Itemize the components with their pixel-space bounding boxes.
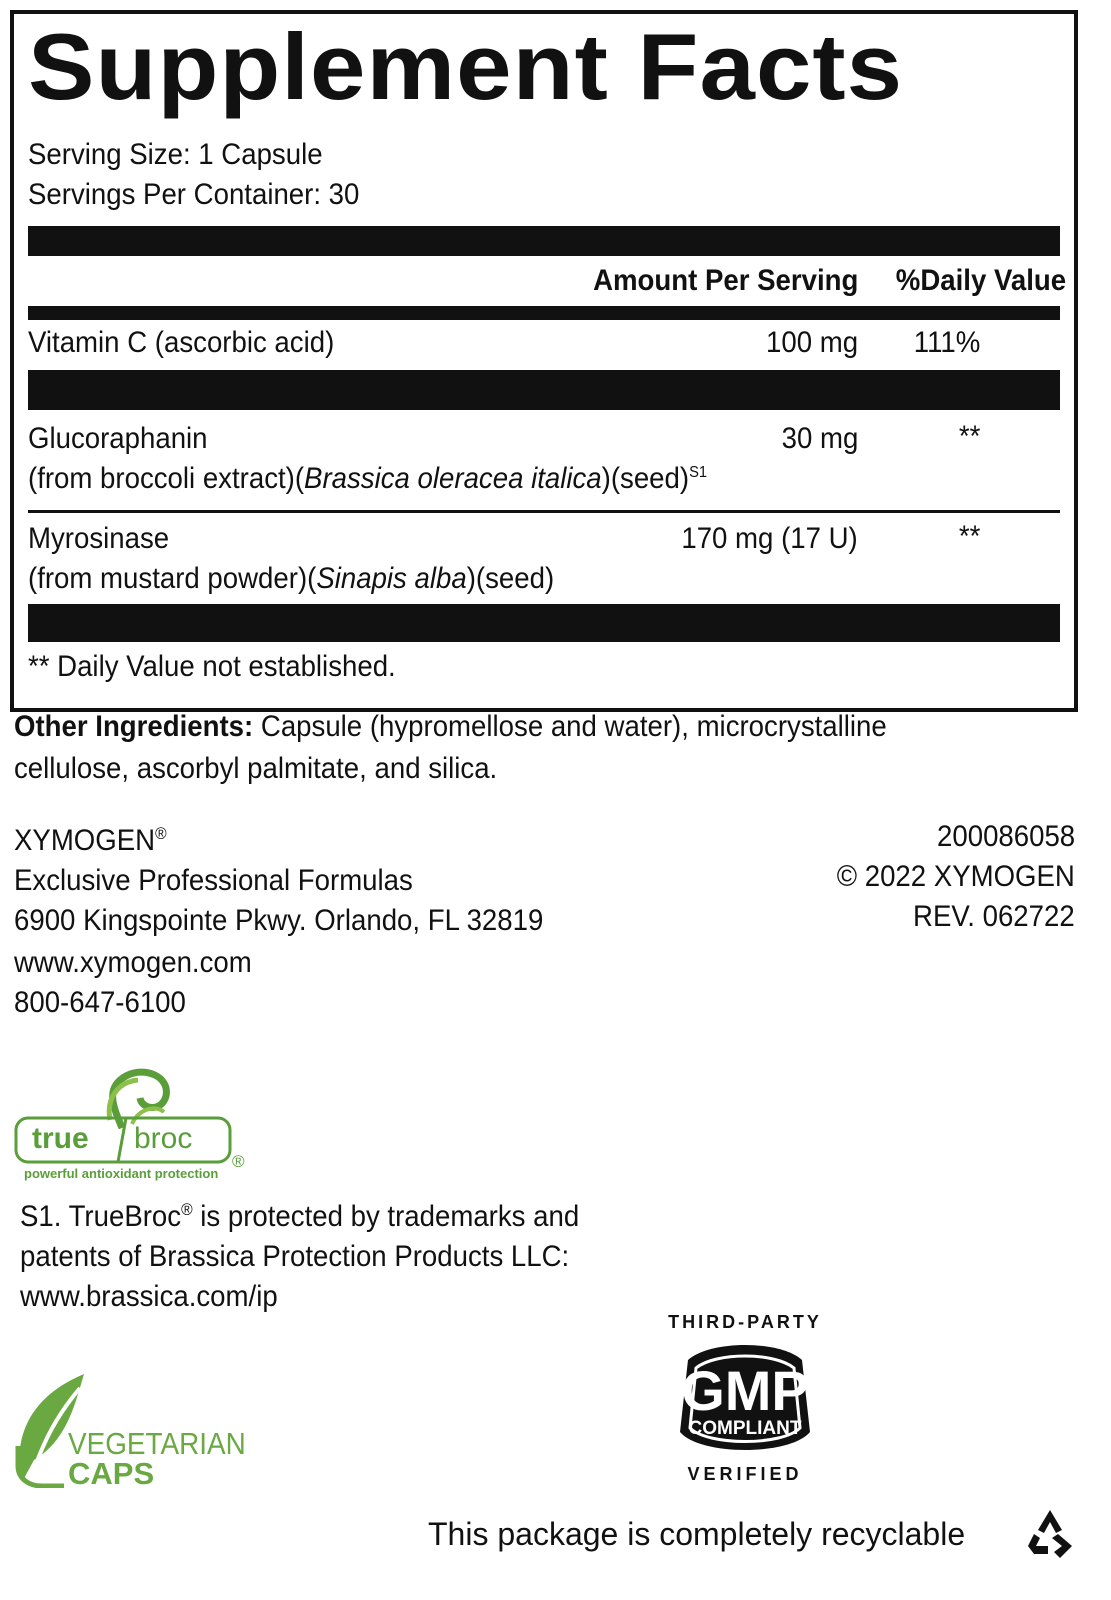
trademark-line3: www.brassica.com/ip: [20, 1280, 278, 1313]
row-name: Vitamin C (ascorbic acid): [28, 326, 335, 359]
company-tagline: Exclusive Professional Formulas: [14, 864, 413, 897]
gmp-compliant: COMPLIANT: [688, 1418, 802, 1439]
row-dv: 111%: [913, 326, 980, 359]
panel-footnote: ** Daily Value not established.: [28, 650, 396, 683]
other-ingredients-label: Other Ingredients:: [14, 710, 254, 743]
row-dv: **: [958, 420, 980, 453]
revision: REV. 062722: [913, 900, 1075, 933]
lot-code: 200086058: [936, 820, 1075, 853]
company-website: www.xymogen.com: [14, 946, 252, 979]
gmp-badge: [650, 1306, 840, 1496]
truebroc-word-true: true: [32, 1122, 89, 1155]
col-amount-header: Amount Per Serving: [592, 264, 858, 297]
vegetarian-caps-badge: [14, 1370, 274, 1491]
truebroc-reg: ®: [232, 1152, 245, 1171]
row-dv: **: [958, 520, 980, 553]
divider-thick: [28, 370, 1060, 410]
other-ingredients-line2: cellulose, ascorbyl palmitate, and silica.: [14, 752, 498, 785]
company-phone: 800-647-6100: [14, 986, 186, 1019]
row-amount: 100 mg: [765, 326, 858, 359]
recycle-icon: [1022, 1506, 1078, 1562]
col-dv-header: %Daily Value: [895, 264, 1066, 297]
panel-title: Supplement Facts: [28, 14, 904, 119]
servings-per-container: Servings Per Container: 30: [28, 178, 360, 211]
gmp-top-text: THIRD-PARTY: [668, 1312, 822, 1332]
row-amount: 170 mg (17 U): [681, 522, 858, 555]
row-source: (from broccoli extract)(Brassica oleracea italica)(seed)$^{S1}$: [28, 462, 708, 495]
divider-thin: [28, 510, 1060, 513]
trademark-line1: S1. TrueBroc® is protected by trademarks and: [20, 1200, 580, 1233]
recyclable-text: This package is completely recyclable: [428, 1516, 966, 1552]
row-source: (from mustard powder)(Sinapis alba)(seed): [28, 562, 555, 595]
row-name: Myrosinase: [28, 522, 170, 555]
row-amount: 30 mg: [781, 422, 858, 455]
row-name: Glucoraphanin: [28, 422, 208, 455]
divider-thick: [28, 226, 1060, 256]
divider-thick: [28, 604, 1060, 642]
gmp-bottom-text: VERIFIED: [687, 1464, 803, 1484]
truebroc-logo: [14, 1068, 254, 1186]
divider-medium: [28, 306, 1060, 320]
trademark-line2: patents of Brassica Protection Products LLC:: [20, 1240, 570, 1273]
other-ingredients-line1: Other Ingredients: Capsule (hypromellose and water), microcrystalline: [14, 710, 887, 743]
truebroc-tagline: powerful antioxidant protection: [24, 1166, 219, 1181]
supplement-facts-panel: [10, 10, 1078, 712]
company-name: XYMOGEN®: [14, 824, 167, 857]
company-address: 6900 Kingspointe Pkwy. Orlando, FL 32819: [14, 904, 544, 937]
caps-label: CAPS: [68, 1456, 155, 1491]
truebroc-word-broc: broc: [134, 1122, 193, 1155]
copyright: © 2022 XYMOGEN: [836, 860, 1075, 893]
vegetarian-label: VEGETARIAN: [68, 1426, 246, 1461]
serving-size: Serving Size: 1 Capsule: [28, 138, 323, 171]
gmp-main: GMP: [681, 1359, 809, 1422]
